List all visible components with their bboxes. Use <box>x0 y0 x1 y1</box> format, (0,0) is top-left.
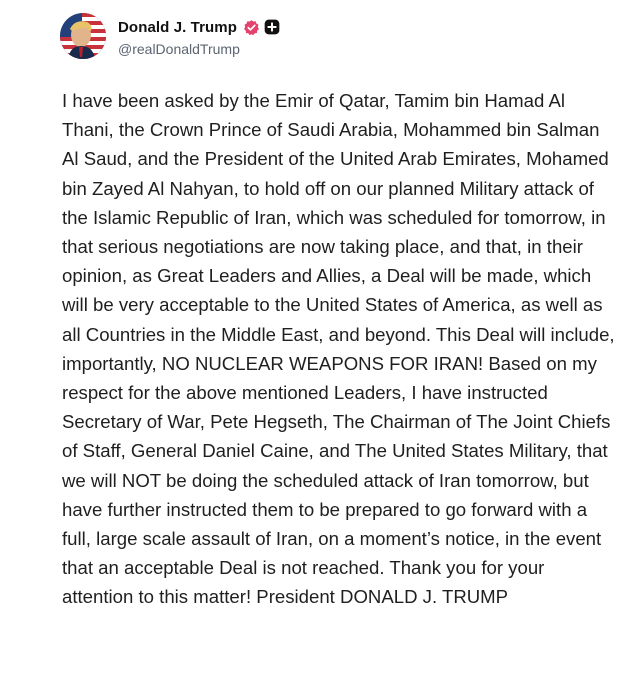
name-row <box>118 16 280 38</box>
author-handle[interactable]: @realDonaldTrump <box>118 41 240 57</box>
post-body-text: I have been asked by the Emir of Qatar, Tamim bin Hamad Al Thani, the Crown Prince of Saudi Arabia, Mohammed bin Salman Al Saud, and the President of the United Arab Emirates, Mohamed bin Zayed Al Nahyan, to hold off on our planned Military attack of the Islamic Republic of Iran, which was scheduled for tomorrow, in that serious negotiations are now taking place, and that, in their opinion, as Great Leaders and Allies, a Deal will be made, which will be very acceptable to the United States of America, as well as all Countries in the Middle East, and beyond. This Deal will include, importantly, NO NUCLEAR WEAPONS FOR IRAN! Based on my respect for the above mentioned Leaders, I have instructed Secretary of War, Pete Hegseth, The Chairman of The Joint Chiefs of Staff, General Daniel Caine, and The United States Military, that we will NOT be doing the scheduled attack of Iran tomorrow, but have further instructed them to be prepared to go forward with a full, large scale assault of Iran, on a moment’s notice, in the event that an acceptable Deal is not reached. Thank you for your attention to this matter! President DONALD J. TRUMP <box>62 90 620 608</box>
author-display-name[interactable]: Donald J. Trump <box>118 18 238 36</box>
author-identity <box>118 13 280 57</box>
post-header <box>60 13 280 59</box>
plus-icon[interactable] <box>264 19 280 35</box>
avatar-image <box>60 13 106 59</box>
verified-badge-icon <box>243 19 260 36</box>
avatar[interactable] <box>60 13 106 59</box>
